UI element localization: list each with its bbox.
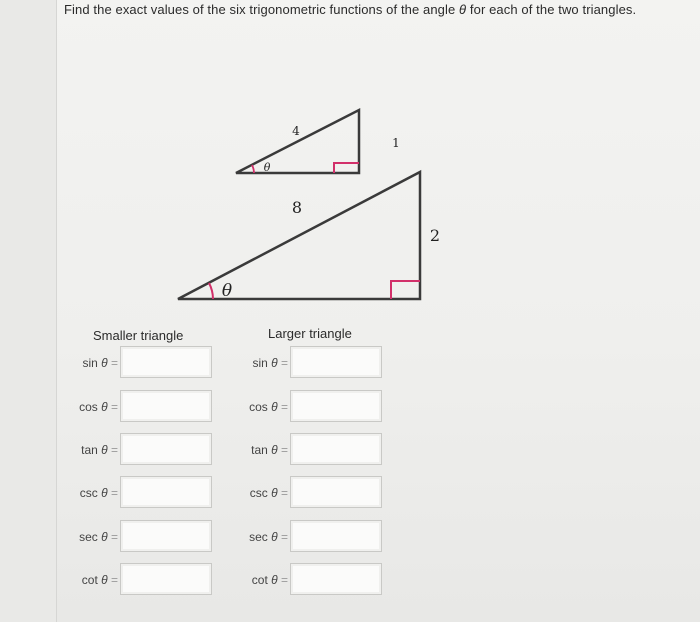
small-triangle-side-1: 1 <box>392 136 400 150</box>
larger-triangle-cot-answer-input[interactable] <box>290 563 382 595</box>
large-triangle-side-8: 8 <box>291 198 303 217</box>
larger-triangle-cot-row <box>0 563 400 597</box>
theta-symbol: θ <box>271 356 278 370</box>
small-triangle <box>236 110 400 174</box>
large-triangle-side-2: 2 <box>429 226 441 245</box>
larger-triangle-cos-label <box>249 400 288 414</box>
equals-sign: = <box>277 486 288 500</box>
larger-triangle-csc-label <box>250 486 288 500</box>
larger-triangle-tan-row <box>0 433 400 467</box>
larger-triangle-cot-label <box>252 573 288 587</box>
small-triangle-right-angle-marker <box>334 163 359 173</box>
function-name: cot <box>251 573 268 587</box>
equals-sign: = <box>277 356 288 370</box>
large-triangle-angle-arc <box>209 283 213 299</box>
theta-symbol: θ <box>101 356 108 370</box>
large-triangle-right-angle-marker <box>391 281 420 299</box>
function-name: sec <box>249 530 268 544</box>
function-name: csc <box>79 486 98 500</box>
equals-sign: = <box>107 486 118 500</box>
large-triangle <box>178 172 440 301</box>
function-name: sec <box>79 530 98 544</box>
large-triangle-angle-theta: θ <box>221 281 233 301</box>
small-triangle-angle-theta: θ <box>263 161 271 174</box>
larger-triangle-tan-label <box>251 443 288 457</box>
question-theta-symbol: θ <box>459 2 467 17</box>
equals-sign: = <box>277 573 288 587</box>
function-name: tan <box>251 443 268 457</box>
larger-triangle-sin-answer-input[interactable] <box>290 346 382 378</box>
theta-symbol: θ <box>271 400 278 414</box>
equals-sign: = <box>107 400 118 414</box>
larger-triangle-sec-row <box>0 520 400 554</box>
function-name: sin <box>82 356 98 370</box>
equals-sign: = <box>107 530 118 544</box>
theta-symbol: θ <box>271 530 278 544</box>
theta-symbol: θ <box>101 400 108 414</box>
function-name: tan <box>81 443 98 457</box>
large-triangle-shape <box>178 172 420 299</box>
function-name: cos <box>79 400 98 414</box>
larger-triangle-sec-answer-input[interactable] <box>290 520 382 552</box>
larger-triangle-sin-row <box>0 346 400 380</box>
larger-triangle-cos-answer-input[interactable] <box>290 390 382 422</box>
function-name: sin <box>252 356 268 370</box>
equals-sign: = <box>107 356 118 370</box>
equals-sign: = <box>107 443 118 457</box>
theta-symbol: θ <box>101 443 108 457</box>
theta-symbol: θ <box>101 530 108 544</box>
larger-triangle-cos-row <box>0 390 400 424</box>
larger-triangle-csc-answer-input[interactable] <box>290 476 382 508</box>
equals-sign: = <box>277 400 288 414</box>
larger-triangle-tan-answer-input[interactable] <box>290 433 382 465</box>
larger-triangle-heading: Larger triangle <box>268 326 352 341</box>
small-triangle-side-4: 4 <box>292 124 300 138</box>
theta-symbol: θ <box>271 486 278 500</box>
question-text-end: for each of the two triangles. <box>466 2 637 17</box>
function-name: cot <box>81 573 98 587</box>
theta-symbol: θ <box>101 573 108 587</box>
smaller-triangle-heading: Smaller triangle <box>93 328 184 343</box>
question-text-start: Find the exact values of the six trigonometric functions of the angle <box>64 2 460 17</box>
theta-symbol: θ <box>271 443 278 457</box>
equals-sign: = <box>107 573 118 587</box>
equals-sign: = <box>277 443 288 457</box>
larger-triangle-sin-label <box>252 356 288 370</box>
larger-triangle-csc-row <box>0 476 400 510</box>
larger-triangle-sec-label <box>249 530 288 544</box>
function-name: csc <box>249 486 268 500</box>
theta-symbol: θ <box>101 486 108 500</box>
equals-sign: = <box>277 530 288 544</box>
theta-symbol: θ <box>271 573 278 587</box>
function-name: cos <box>249 400 268 414</box>
